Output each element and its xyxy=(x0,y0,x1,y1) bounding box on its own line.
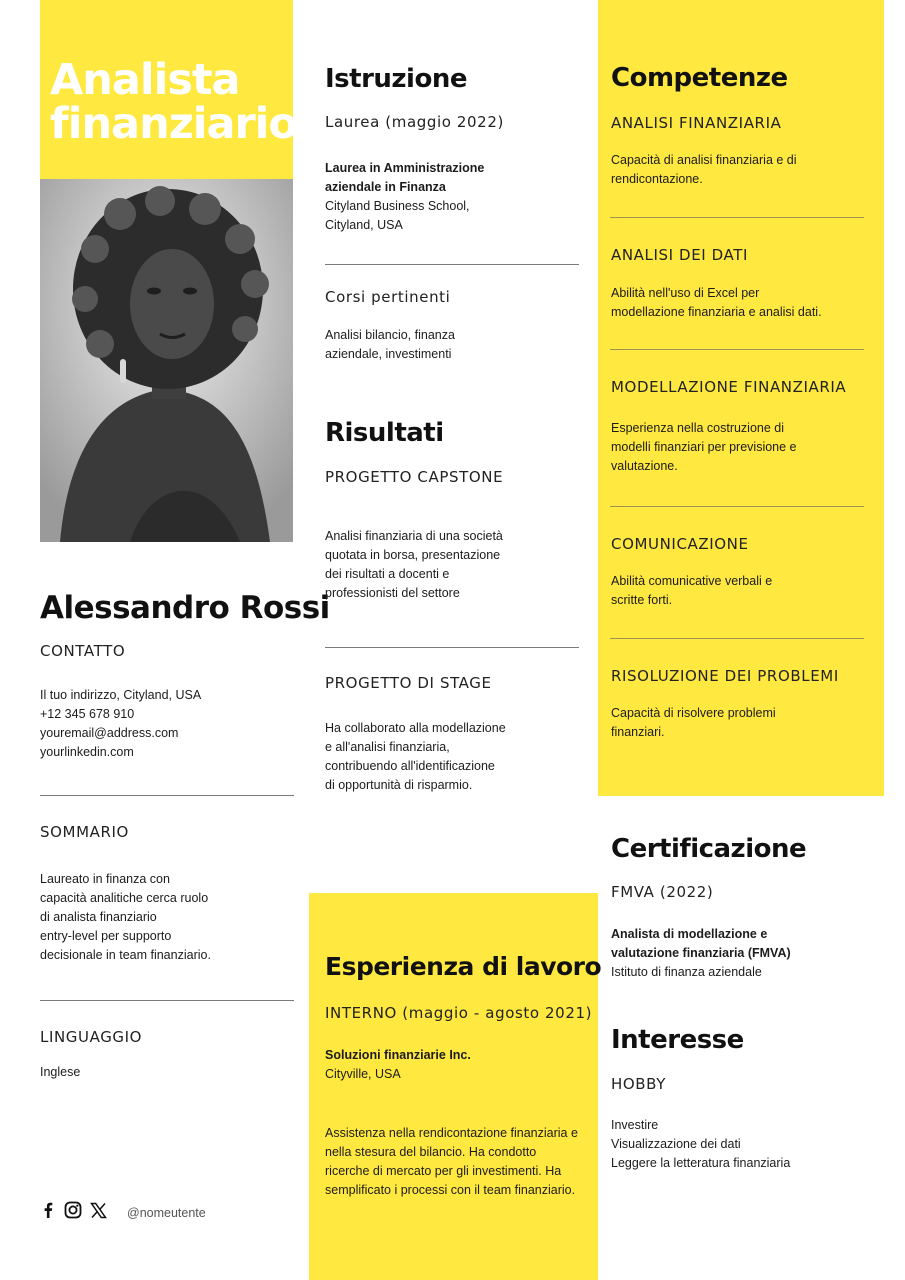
skill-title: RISOLUZIONE DEI PROBLEMI xyxy=(611,667,839,685)
instagram-icon[interactable] xyxy=(64,1201,82,1224)
interests-subheading: HOBBY xyxy=(611,1075,667,1093)
person-name: Alessandro Rossi xyxy=(40,590,330,626)
experience-company: Soluzioni finanziarie Inc. xyxy=(325,1048,471,1062)
certification-institute: Istituto di finanza aziendale xyxy=(611,965,762,979)
experience-city: Cityville, USA xyxy=(325,1067,401,1081)
certification-heading: Certificazione xyxy=(611,834,807,864)
portrait-illustration xyxy=(40,179,293,542)
divider xyxy=(610,349,864,350)
skill-description: Esperienza nella costruzione di modelli finanziari per previsione e valutazione. xyxy=(611,421,797,473)
divider xyxy=(40,795,294,796)
title-block xyxy=(40,0,297,179)
social-handle[interactable]: @nomeutente xyxy=(127,1205,206,1220)
divider xyxy=(40,1000,294,1001)
courses-text: Analisi bilancio, finanza aziendale, investimenti xyxy=(325,328,455,361)
certification-name: FMVA (2022) xyxy=(611,883,714,901)
education-heading: Istruzione xyxy=(325,64,467,94)
skill-title: COMUNICAZIONE xyxy=(611,535,749,553)
divider xyxy=(325,647,579,648)
project1-text: Analisi finanziaria di una società quotata in borsa, presentazione dei risultati a docenti e professionisti del settore xyxy=(325,529,503,600)
skill-description: Abilità nell'uso di Excel per modellazione finanziaria e analisi dati. xyxy=(611,286,822,319)
divider xyxy=(325,264,579,265)
degree-date: Laurea (maggio 2022) xyxy=(325,113,504,131)
contact-email: youremail@address.com xyxy=(40,726,179,740)
page-title: Analista finanziario xyxy=(50,55,297,149)
list-item: Leggere la letteratura finanziaria xyxy=(611,1156,791,1170)
divider xyxy=(610,506,864,507)
language-heading: LINGUAGGIO xyxy=(40,1028,143,1046)
facebook-icon[interactable] xyxy=(40,1201,56,1224)
list-item: Investire xyxy=(611,1118,659,1132)
project2-text: Ha collaborato alla modellazione e all'analisi finanziaria, contribuendo all'identificazione di opportunità di risparmio. xyxy=(325,721,506,792)
project1-title: PROGETTO CAPSTONE xyxy=(325,468,504,486)
experience-heading: Esperienza di lavoro xyxy=(325,952,602,981)
experience-company-block xyxy=(325,1046,471,1084)
summary-heading: SOMMARIO xyxy=(40,823,129,841)
experience-description: Assistenza nella rendicontazione finanziaria e nella stesura del bilancio. Ha condotto ricerche di mercato per gli investimenti. Ha semplificato i processi con il team finanziario. xyxy=(325,1126,578,1197)
contact-phone: +12 345 678 910 xyxy=(40,707,135,721)
list-item: Visualizzazione dei dati xyxy=(611,1137,741,1151)
divider xyxy=(610,217,864,218)
skill-description: Capacità di risolvere problemi finanziari. xyxy=(611,706,776,739)
skill-description: Abilità comunicative verbali e scritte forti. xyxy=(611,574,773,607)
skill-title: ANALISI FINANZIARIA xyxy=(611,114,782,132)
contact-linkedin: yourlinkedin.com xyxy=(40,745,134,759)
results-heading: Risultati xyxy=(325,418,444,448)
interests-list xyxy=(611,1116,790,1173)
contact-block xyxy=(40,686,201,762)
courses-heading: Corsi pertinenti xyxy=(325,288,451,306)
degree-block: Laurea in Amministrazione aziendale in Finanza Cityland Business School, Cityland, USA xyxy=(325,161,485,232)
skills-heading: Competenze xyxy=(611,63,788,93)
profile-photo xyxy=(40,179,293,542)
skill-title: ANALISI DEI DATI xyxy=(611,246,749,264)
contact-address: Il tuo indirizzo, Cityland, USA xyxy=(40,688,202,702)
contact-heading: CONTATTO xyxy=(40,642,126,660)
language-value: Inglese xyxy=(40,1065,81,1079)
skill-title: MODELLAZIONE FINANZIARIA xyxy=(611,378,847,396)
divider xyxy=(610,638,864,639)
project2-title: PROGETTO DI STAGE xyxy=(325,674,492,692)
interests-heading: Interesse xyxy=(611,1025,744,1055)
certification-block: Analista di modellazione e valutazione finanziaria (FMVA) Istituto di finanza aziendale xyxy=(611,925,791,982)
summary-text: Laureato in finanza con capacità analitiche cerca ruolo di analista finanziario entry-level per supporto decisionale in team finanziario. xyxy=(40,872,211,962)
social-row xyxy=(40,1201,206,1224)
experience-role: INTERNO (maggio - agosto 2021) xyxy=(325,1004,593,1022)
skill-description: Capacità di analisi finanziaria e di rendicontazione. xyxy=(611,153,797,186)
x-icon[interactable] xyxy=(90,1202,107,1224)
